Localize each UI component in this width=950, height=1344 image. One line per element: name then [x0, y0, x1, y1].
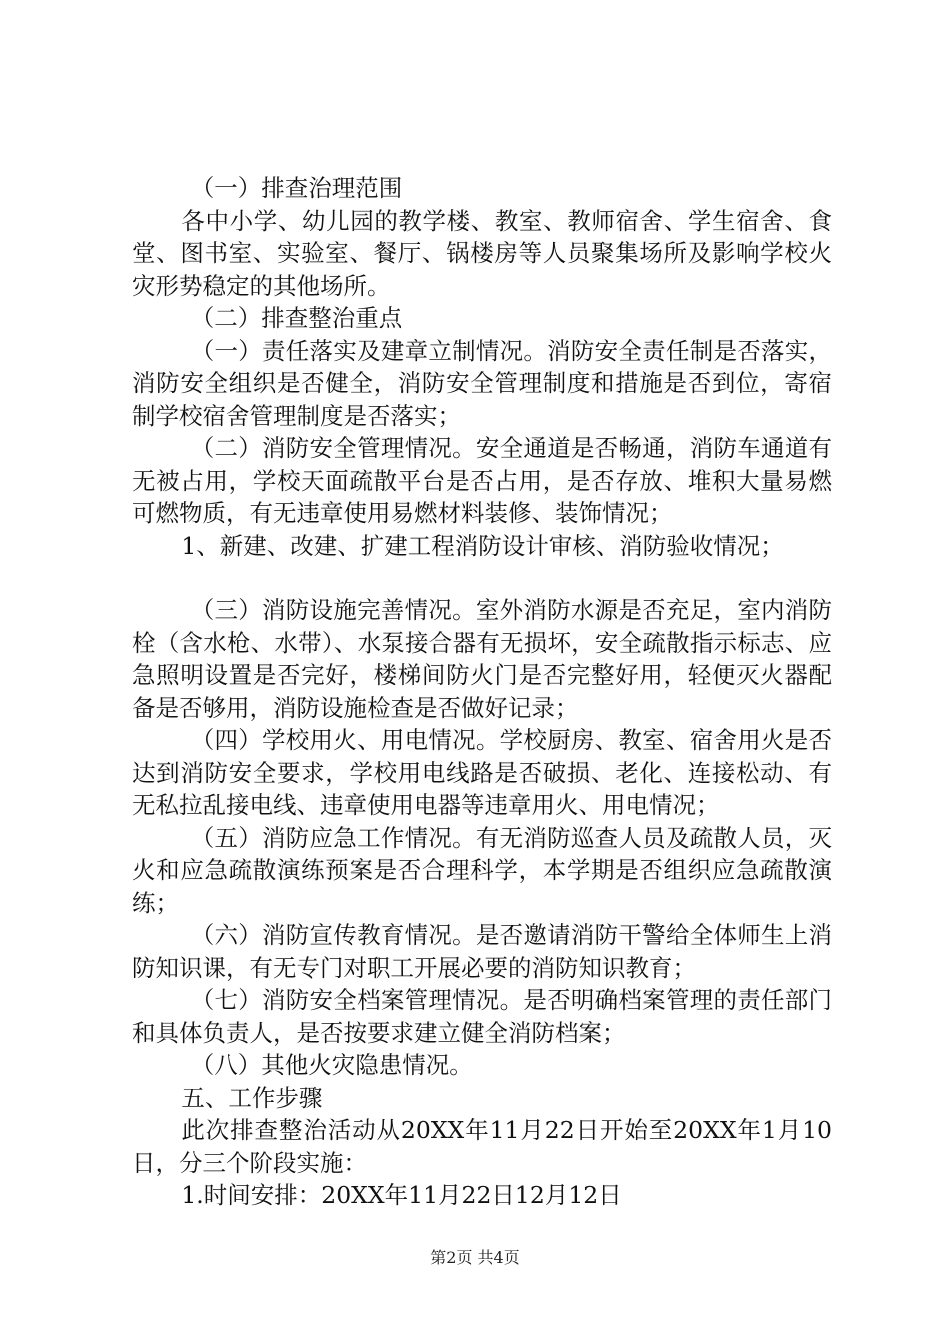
paragraph-schedule: 1.时间安排：20XX年11月22日12月12日	[181, 1181, 622, 1209]
paragraph-emergency: （五）消防应急工作情况。有无消防巡查人员及疏散人员，灭火和应急疏散演练预案是否合理科学，本学期是否组织应急疏散演练；	[132, 823, 832, 917]
paragraph-focus-heading: （二）排查整治重点	[190, 304, 403, 332]
page-number-footer: 第2页 共4页	[430, 1248, 520, 1267]
paragraph-other-hazards: （八）其他火灾隐患情况。	[190, 1051, 473, 1079]
paragraph-responsibility: （一）责任落实及建章立制情况。消防安全责任制是否落实，消防安全组织是否健全，消防安全管理制度和措施是否到位，寄宿制学校宿舍管理制度是否落实；	[132, 336, 832, 430]
paragraph-scope-body: 各中小学、幼儿园的教学楼、教室、教师宿舍、学生宿舍、食堂、图书室、实验室、餐厅、锅楼房等人员聚集场所及影响学校火灾形势稳定的其他场所。	[132, 206, 832, 300]
section-work-steps: 五、工作步骤	[181, 1083, 323, 1112]
paragraph-construction-review: 1、新建、改建、扩建工程消防设计审核、消防验收情况；	[181, 531, 784, 560]
paragraph-safety-management: （二）消防安全管理情况。安全通道是否畅通，消防车通道有无被占用，学校天面疏散平台是否占用，是否存放、堆积大量易燃可燃物质，有无违章使用易燃材料装修、装饰情况；	[132, 434, 832, 527]
blank-line	[132, 562, 832, 594]
paragraph-facilities: （三）消防设施完善情况。室外消防水源是否充足，室内消防栓（含水枪、水带）、水泵接合器有无损坏，安全疏散指示标志、应急照明设置是否完好，楼梯间防火门是否完整好用，轻便灭火器配备是否够用，消防设施检查是否做好记录；	[132, 596, 832, 722]
paragraph-archives: （七）消防安全档案管理情况。是否明确档案管理的责任部门和具体负责人，是否按要求建立健全消防档案；	[132, 986, 832, 1047]
paragraph-timeline: 此次排查整治活动从20XX年11月22日开始至20XX年1月10日，分三个阶段实施：	[132, 1116, 832, 1177]
document-body	[132, 172, 832, 1212]
paragraph-scope-heading: （一）排查治理范围	[190, 174, 403, 202]
paragraph-education: （六）消防宣传教育情况。是否邀请消防干警给全体师生上消防知识课，有无专门对职工开展必要的消防知识教育；	[132, 921, 832, 982]
paragraph-fire-electricity: （四）学校用火、用电情况。学校厨房、教室、宿舍用火是否达到消防安全要求，学校用电线路是否破损、老化、连接松动、有无私拉乱接电线、违章使用电器等违章用火、用电情况；	[132, 726, 832, 819]
